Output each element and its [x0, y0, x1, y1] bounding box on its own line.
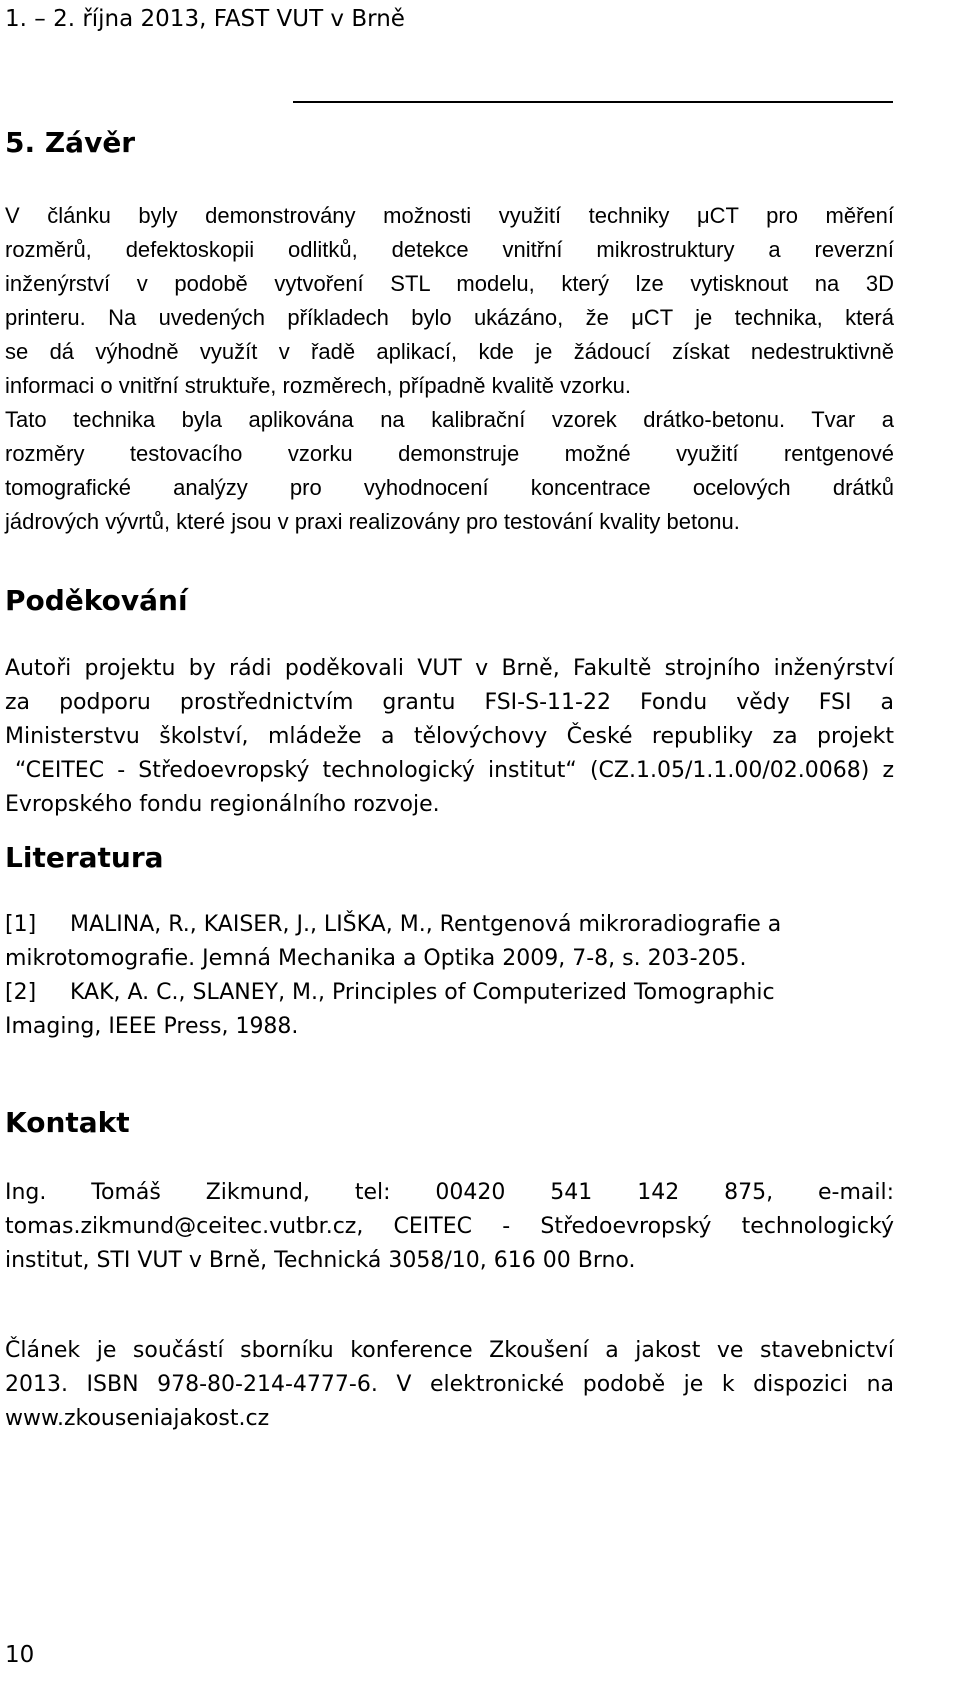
text-line: Článek je součástí sborníku konference Zkoušení a jakost ve stavebnictví — [5, 1338, 894, 1363]
conclusion-paragraph — [5, 199, 894, 539]
reference-continuation: mikrotomografie. Jemná Mechanika a Optika 2009, 7-8, s. 203-205. — [5, 946, 747, 971]
text-line: Ministerstvu školství, mládeže a tělovýchovy České republiky za projekt — [5, 724, 894, 749]
page-number: 10 — [5, 1642, 35, 1668]
text-line: Ing. Tomáš Zikmund, tel: 00420 541 142 875, e-mail: — [5, 1180, 894, 1205]
text-line: V článku byly demonstrovány možnosti využití techniky μCT pro měření — [5, 203, 894, 228]
text-line: tomografické analýzy pro vyhodnocení koncentrace ocelových drátků — [5, 475, 894, 500]
text-line: printeru. Na uvedených příkladech bylo ukázáno, že μCT je technika, která — [5, 305, 894, 330]
literature-heading: Literatura — [5, 841, 164, 874]
text-line: jádrových vývrtů, které jsou v praxi realizovány pro testování kvality betonu. — [5, 509, 740, 534]
contact-heading: Kontakt — [5, 1106, 130, 1139]
reference-item — [5, 908, 894, 942]
text-line: informaci o vnitřní struktuře, rozměrech, případně kvalitě vzorku. — [5, 373, 632, 398]
reference-list — [5, 908, 894, 1044]
reference-number: [1] — [5, 912, 37, 937]
contact-paragraph — [5, 1176, 894, 1278]
text-line: Tato technika byla aplikována na kalibrační vzorek drátko-betonu. Tvar a — [5, 407, 894, 432]
reference-text: KAK, A. C., SLANEY, M., Principles of Computerized Tomographic — [70, 980, 775, 1005]
acknowledgement-paragraph — [5, 652, 894, 822]
text-line: se dá výhodně využít v řadě aplikací, kde je žádoucí získat nedestruktivně — [5, 339, 894, 364]
text-line: Evropského fondu regionálního rozvoje. — [5, 792, 440, 817]
text-line: institut, STI VUT v Brně, Technická 3058/10, 616 00 Brno. — [5, 1248, 636, 1273]
reference-item — [5, 976, 894, 1010]
running-header: 1. – 2. října 2013, FAST VUT v Brně — [5, 6, 405, 32]
text-line: rozměrů, defektoskopii odlitků, detekce vnitřní mikrostruktury a reverzní — [5, 237, 894, 262]
conclusion-heading: 5. Závěr — [5, 126, 136, 159]
header-rule — [293, 101, 893, 103]
text-line: rozměry testovacího vzorku demonstruje možné využití rentgenové — [5, 441, 894, 466]
text-line: inženýrství v podobě vytvoření STL modelu, který lze vytisknout na 3D — [5, 271, 894, 296]
publication-note — [5, 1334, 894, 1436]
text-line: 2013. ISBN 978-80-214-4777-6. V elektronické podobě je k dispozici na — [5, 1372, 894, 1397]
text-line: www.zkouseniajakost.cz — [5, 1406, 270, 1431]
text-line: tomas.zikmund@ceitec.vutbr.cz, CEITEC - Středoevropský technologický — [5, 1214, 894, 1239]
reference-text: MALINA, R., KAISER, J., LIŠKA, M., Rentgenová mikroradiografie a — [70, 912, 782, 937]
text-line: “CEITEC - Středoevropský technologický institut“ (CZ.1.05/1.1.00/02.0068) z — [15, 758, 894, 783]
text-line: za podporu prostřednictvím grantu FSI-S-11-22 Fondu vědy FSI a — [5, 690, 894, 715]
reference-continuation: Imaging, IEEE Press, 1988. — [5, 1014, 299, 1039]
reference-number: [2] — [5, 980, 37, 1005]
text-line: Autoři projektu by rádi poděkovali VUT v Brně, Fakultě strojního inženýrství — [5, 656, 894, 681]
acknowledgement-heading: Poděkování — [5, 584, 188, 617]
